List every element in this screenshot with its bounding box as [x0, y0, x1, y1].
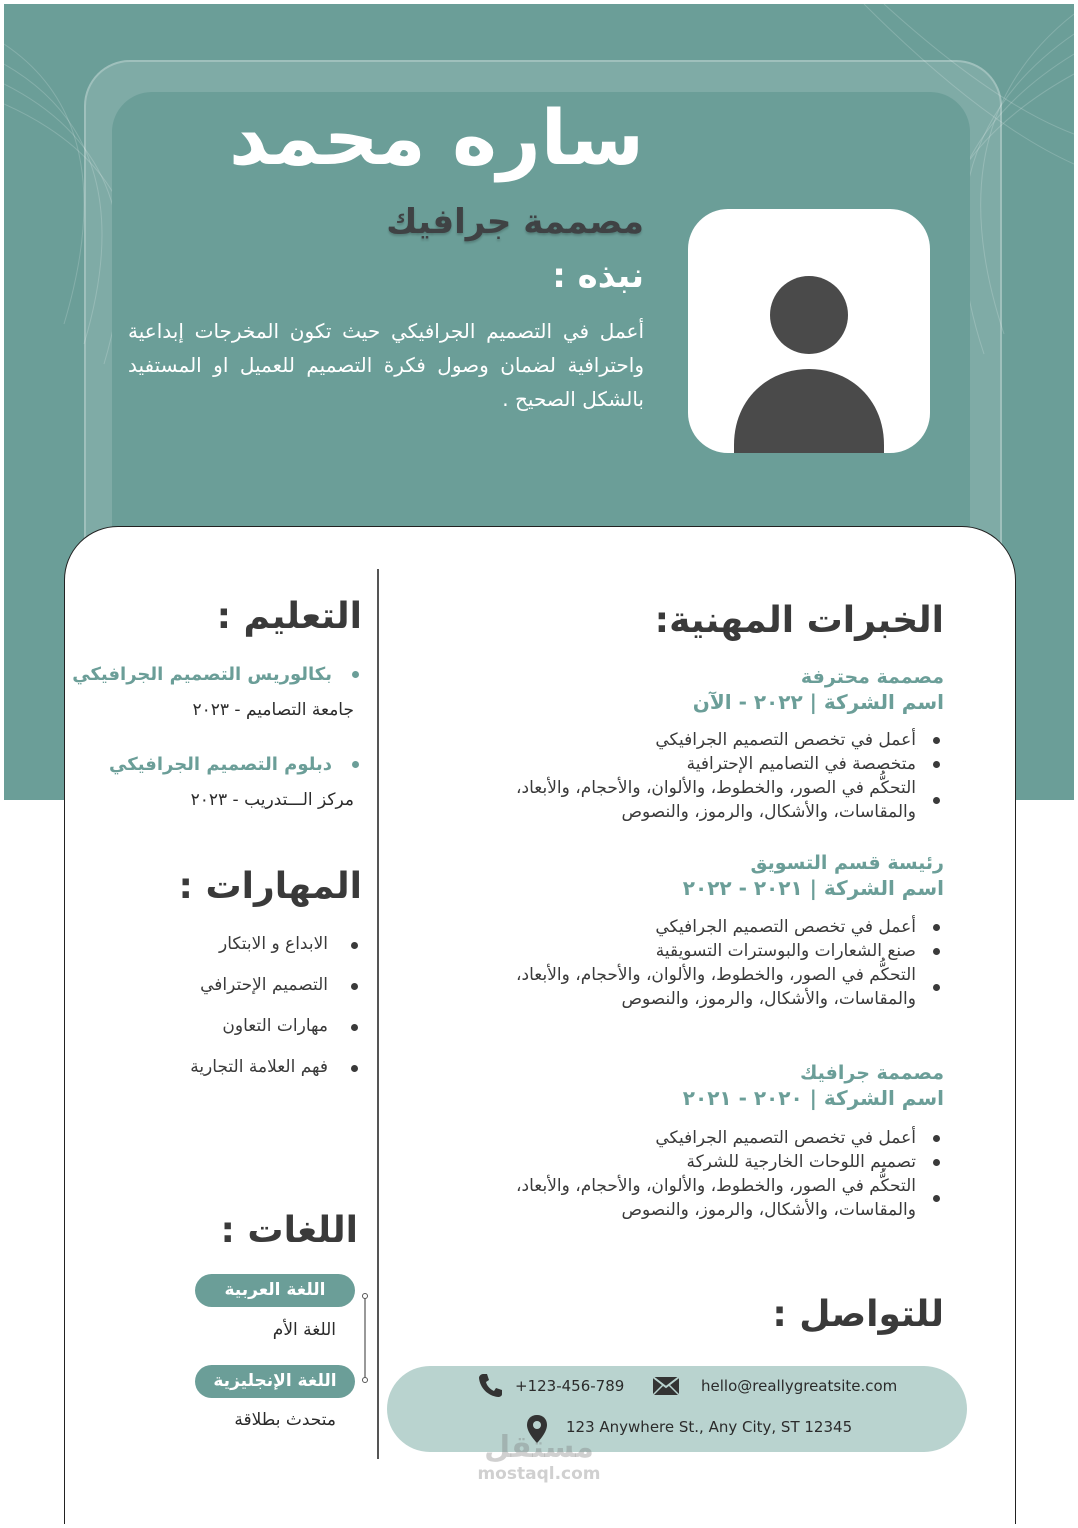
profile-photo	[688, 209, 930, 453]
education-1-place: جامعة التصاميم - ٢٠٢٣	[192, 700, 354, 720]
education-2-degree: دبلوم التصميم الجرافيكي	[109, 754, 332, 775]
about-text: أعمل في التصميم الجرافيكي حيث تكون المخرجات إبداعية واحترافية لضمان وصول فكرة التصميم للعميل او المستفيد بالشكل الصحيح .	[128, 319, 644, 411]
job-1-role: مصممة محترفة	[800, 666, 944, 688]
education-2-place: مركز الـــتدريب - ٢٠٢٣	[190, 790, 354, 810]
language-2-pill: اللغة الإنجليزية	[195, 1365, 355, 1398]
list-item: مهارات التعاون	[190, 1006, 360, 1047]
list-item: تصميم اللوحات الخارجية للشركة	[512, 1150, 942, 1174]
contact-address: 123 Anywhere St., Any City, ST 12345	[566, 1418, 853, 1436]
list-item: صنع الشعارات والبوسترات التسويقية	[512, 939, 942, 963]
envelope-icon	[652, 1376, 680, 1396]
list-item: متخصصة في التصاميم الإحترافية	[512, 752, 942, 776]
list-item: التحكُّم في الصور، والخطوط، والألوان، والأحجام، والأبعاد، والمقاسات، والأشكال، والرموز، والنصوص	[512, 776, 942, 824]
job-2-role: رئيسة قسم التسويق	[750, 852, 944, 874]
education-bullet	[352, 761, 359, 768]
phone-icon	[478, 1372, 502, 1398]
experience-heading: الخبرات المهنية:	[654, 600, 944, 641]
avatar-icon	[688, 209, 930, 453]
resume-page	[4, 4, 1074, 1524]
column-divider	[377, 569, 379, 1459]
job-2-company: اسم الشركة | ٢٠٢١ - ٢٠٢٢	[682, 876, 944, 900]
list-item: أعمل في تخصص التصميم الجرافيكي	[512, 1126, 942, 1150]
list-item: أعمل في تخصص التصميم الجرافيكي	[512, 915, 942, 939]
list-item: أعمل في تخصص التصميم الجرافيكي	[512, 728, 942, 752]
job-1-company: اسم الشركة | ٢٠٢٢ - الآن	[692, 690, 944, 714]
about-heading: نبذه :	[552, 256, 644, 296]
job-title: مصممة جرافيك	[386, 202, 644, 242]
language-1-level: اللغة الأم	[272, 1320, 336, 1340]
list-item: فهم العلامة التجارية	[190, 1047, 360, 1088]
education-bullet	[352, 671, 359, 678]
job-2-bullets	[512, 915, 942, 1011]
contact-phone: +123-456-789	[515, 1377, 625, 1395]
language-2-level: متحدث بطلاقة	[234, 1410, 336, 1430]
list-item: التحكُّم في الصور، والخطوط، والألوان، والأحجام، والأبعاد، والمقاسات، والأشكال، والرموز، والنصوص	[512, 1174, 942, 1222]
list-item: التصميم الإحترافي	[190, 965, 360, 1006]
skills-heading: المهارات :	[178, 866, 362, 907]
education-1-degree: بكالوريس التصميم الجرافيكي	[72, 664, 332, 685]
contact-email: hello@reallygreatsite.com	[701, 1377, 898, 1395]
languages-connector	[359, 1292, 371, 1384]
watermark-arabic: مستقل	[484, 1430, 594, 1465]
job-3-role: مصممة جرافيك	[799, 1062, 944, 1084]
job-3-company: اسم الشركة | ٢٠٢٠ - ٢٠٢١	[682, 1086, 944, 1110]
job-1-bullets	[512, 728, 942, 824]
education-heading: التعليم :	[216, 596, 362, 637]
language-1-pill: اللغة العربية	[195, 1274, 355, 1307]
list-item: الابداع و الابتكار	[190, 924, 360, 965]
job-3-bullets	[512, 1126, 942, 1222]
skills-list	[190, 924, 360, 1088]
watermark-latin: mostaql.com	[477, 1464, 601, 1484]
list-item: التحكُّم في الصور، والخطوط، والألوان، والأحجام، والأبعاد، والمقاسات، والأشكال، والرموز، والنصوص	[512, 963, 942, 1011]
contact-heading: للتواصل :	[772, 1294, 944, 1335]
person-name: ساره محمد	[228, 93, 644, 182]
languages-heading: اللغات :	[220, 1210, 358, 1251]
watermark	[474, 1432, 604, 1484]
